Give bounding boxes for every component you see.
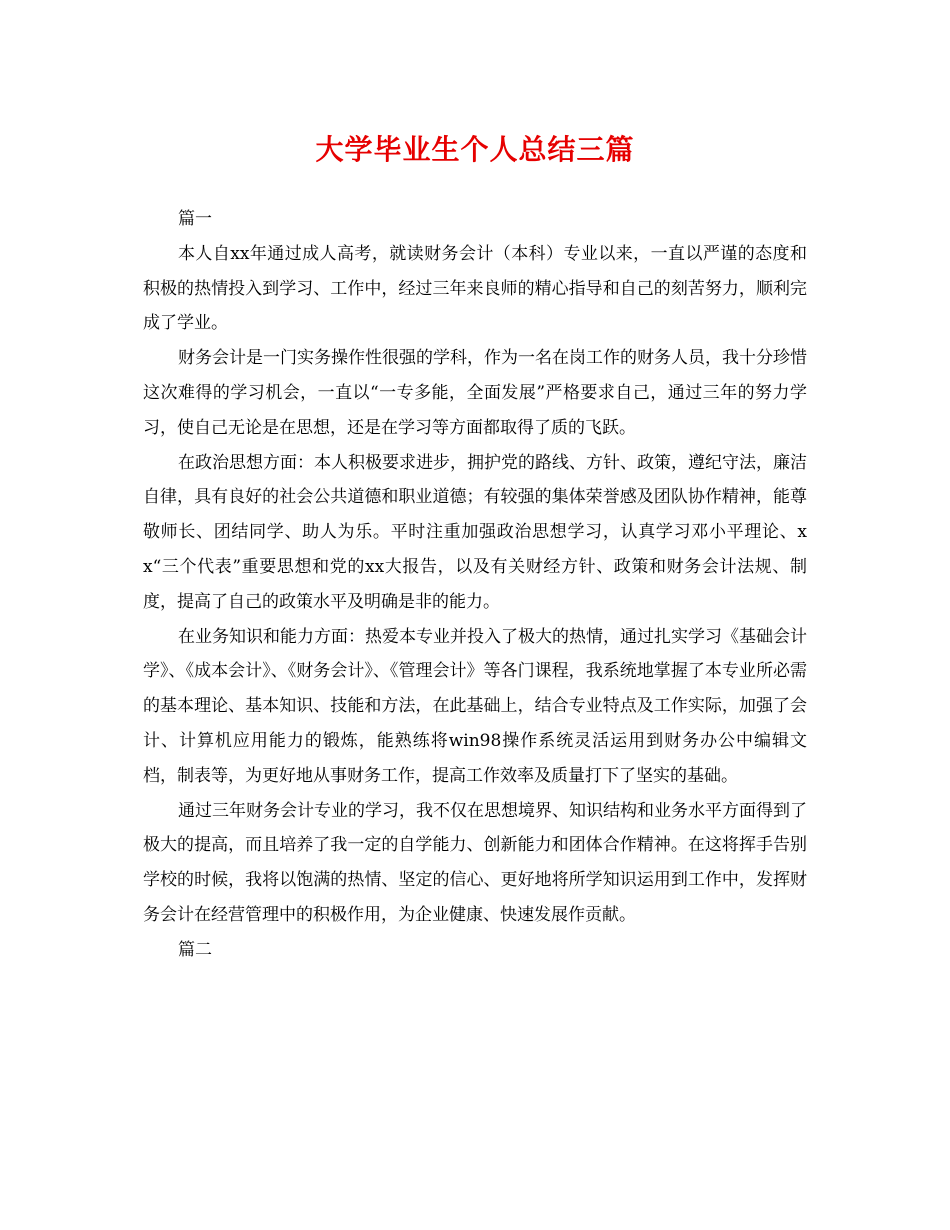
document-title: 大学毕业生个人总结三篇 [315, 133, 635, 166]
paragraph-intro: 本人自xx年通过成人高考，就读财务会计（本科）专业以来，一直以严谨的态度和积极的热情投入到学习、工作中，经过三年来良师的精心指导和自己的刻苦努力，顺利完成了学业。 [143, 243, 807, 334]
paragraph-professional-knowledge: 在业务知识和能力方面：热爱本专业并投入了极大的热情，通过扎实学习《基础会计学》、《成本会计》、《财务会计》、《管理会计》等各门课程，我系统地掌握了本专业所必需的基本理论、基本知识、技能和方法，在此基础上，结合专业特点及工作实际，加强了会计、计算机应用能力的锻炼，能熟练将win98操作系统灵活运用到财务办公中编辑文档，制表等，为更好地从事财务工作，提高工作效率及质量打下了坚实的基础。 [143, 626, 807, 786]
paragraph-conclusion: 通过三年财务会计专业的学习，我不仅在思想境界、知识结构和业务水平方面得到了极大的提高，而且培养了我一定的自学能力、创新能力和团体合作精神。在这将挥手告别学校的时候，我将以饱满的热情、坚定的信心、更好地将所学知识运用到工作中，发挥财务会计在经营管理中的积极作用，为企业健康、快速发展作贡献。 [143, 800, 807, 925]
section-heading-2: 篇二 [178, 939, 212, 960]
document-body [143, 202, 807, 968]
paragraph-study-opportunity: 财务会计是一门实务操作性很强的学科，作为一名在岗工作的财务人员，我十分珍惜这次难得的学习机会，一直以“一专多能，全面发展”严格要求自己，通过三年的努力学习，使自己无论是在思想，还是在学习等方面都取得了质的飞跃。 [143, 348, 807, 438]
paragraph-political-thought: 在政治思想方面：本人积极要求进步，拥护党的路线、方针、政策，遵纪守法，廉洁自律，具有良好的社会公共道德和职业道德；有较强的集体荣誉感及团队协作精神，能尊敬师长、团结同学、助人为乐。平时注重加强政治思想学习，认真学习邓小平理论、xx“三个代表”重要思想和党的xx大报告，以及有关财经方针、政策和财务会计法规、制度，提高了自己的政策水平及明确是非的能力。 [143, 452, 807, 612]
section-heading-1: 篇一 [178, 209, 212, 229]
